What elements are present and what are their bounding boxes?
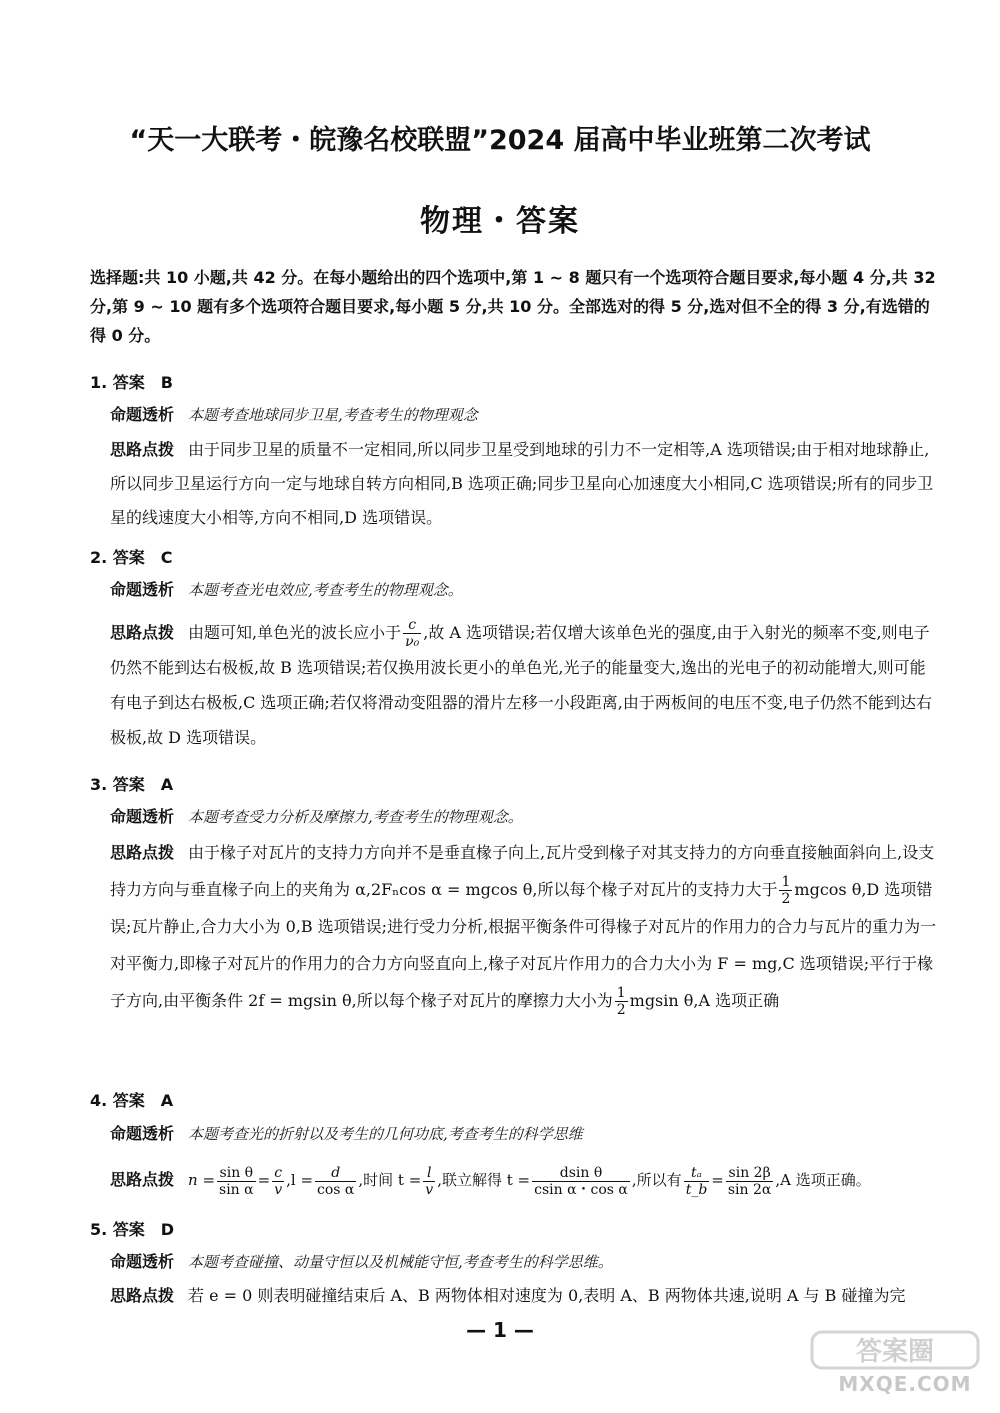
q3-half-fraction: $\frac{1}{2}$ bbox=[781, 874, 791, 907]
q2-answer: 2. 答案 C bbox=[90, 548, 173, 567]
q4-frac-5: $\frac{\text{dsin θ}}{\text{csin α・cos α}}$ bbox=[534, 1164, 628, 1198]
q1-analysis bbox=[110, 400, 940, 430]
analysis-label: 命题透析 bbox=[110, 405, 175, 424]
q3-hint bbox=[110, 834, 940, 1019]
hint-label: 思路点拨 bbox=[110, 843, 175, 862]
q3-half-fraction-2: $\frac{1}{2}$ bbox=[616, 985, 626, 1018]
subject-title: 物理・答案 bbox=[420, 204, 580, 239]
q3-analysis-text: 本题考查受力分析及摩擦力,考查考生的物理观念。 bbox=[188, 808, 523, 826]
q1-hint-text: 由于同步卫星的质量不一定相同,所以同步卫星受到地球的引力不一定相等,A 选项错误;由于相对地球静止,所以同步卫星运行方向一定与地球自转方向相同,B 选项正确;同步卫星向心加速度大小相同,C 选项错误;所有的同步卫星的线速度大小相等,方向不相同,D 选项错误。 bbox=[110, 440, 934, 527]
exam-title: “天一大联考・皖豫名校联盟”2024 届高中毕业班第二次考试 bbox=[129, 125, 871, 156]
q4-frac-1: $\frac{\text{sin θ}}{\text{sin α}}$ bbox=[219, 1164, 254, 1198]
q2-hint bbox=[110, 615, 940, 755]
q4-frac-2: $\frac{c}{v}$ bbox=[274, 1164, 283, 1198]
analysis-label: 命题透析 bbox=[110, 580, 175, 599]
analysis-label: 命题透析 bbox=[110, 1252, 175, 1271]
q5-analysis-text: 本题考查碰撞、动量守恒以及机械能守恒,考查考生的科学思维。 bbox=[188, 1253, 613, 1271]
q3-hint-p3: mgsin θ,A 选项正确 bbox=[629, 991, 780, 1010]
q3-hint-p2: mgcos θ,D 选项错误;瓦片静止,合力大小为 0,B 选项错误;进行受力分析,根据平衡条件可得椽子对瓦片的作用力的合力与瓦片的重力为一对平衡力,即椽子对瓦片的作用力的合力方向竖直向上,椽子对瓦片作用力的合力大小为 F = mg,C 选项错误;平行于椽子方向,由平衡条件 2f = mgsin θ,所以每个椽子对瓦片的摩擦力大小为 bbox=[110, 880, 937, 1010]
watermark-logo bbox=[810, 1328, 980, 1372]
q1-hint bbox=[110, 433, 940, 535]
svg-text:答案圈: 答案圈 bbox=[855, 1337, 935, 1367]
hint-label: 思路点拨 bbox=[110, 1286, 175, 1305]
q4-hint: 思路点拨 n = $\frac{\text{sin θ}}{\text{sin α}}$ = $\frac{c}{v}$ ,l = $\frac{d}{\text{cos α}}$ ,时间 t = $\frac{l}{v}$ ,联立解得 t = $\frac{\text{dsin θ}}{\text{csin α・cos α}}$ ,所以有 $\frac{\text{tₐ}}{t\_b}$ = $\frac{\sin 2\beta}{\sin 2\alpha}$ ,A 选项正确。 bbox=[110, 1164, 871, 1198]
analysis-label: 命题透析 bbox=[110, 807, 175, 826]
q1-answer: 1. 答案 B bbox=[90, 373, 173, 392]
hint-label: 思路点拨 bbox=[110, 1170, 175, 1189]
q5-analysis bbox=[110, 1247, 940, 1277]
section-intro: 选择题:共 10 小题,共 42 分。在每小题给出的四个选项中,第 1 ~ 8 题只有一个选项符合题目要求,每小题 4 分,共 32 分,第 9 ~ 10 题有多个选项符合题目要求,每小题 5 分,共 10 分。全部选对的得 5 分,选对但不全的得 3 分,有选错的得 0 分。 bbox=[90, 268, 936, 345]
q4-frac-3: $\frac{d}{\text{cos α}}$ bbox=[317, 1164, 355, 1198]
q4-frac-6: $\frac{\text{tₐ}}{t\_b}$ bbox=[685, 1164, 708, 1198]
q5-hint bbox=[110, 1281, 940, 1311]
analysis-label: 命题透析 bbox=[110, 1124, 175, 1143]
q2-hint-text-a: 由题可知,单色光的波长应小于 bbox=[188, 623, 402, 642]
q4-frac-4: $\frac{l}{v}$ bbox=[425, 1164, 434, 1198]
q5-answer: 5. 答案 D bbox=[90, 1220, 175, 1239]
q2-analysis-text: 本题考查光电效应,考查考生的物理观念。 bbox=[188, 581, 463, 599]
q3-answer: 3. 答案 A bbox=[90, 775, 174, 794]
q4-analysis-text: 本题考查光的折射以及考生的几何功底,考查考生的科学思维 bbox=[188, 1125, 583, 1143]
q3-hint-p1: 由于椽子对瓦片的支持力方向并不是垂直椽子向上,瓦片受到椽子对其支持力的方向垂直接触面斜向上,设支持力方向与垂直椽子向上的夹角为 α,2Fₙcos α = mgcos θ,所以每个椽子对瓦片的支持力大于 bbox=[110, 843, 935, 899]
q5-hint-text: 若 e = 0 则表明碰撞结束后 A、B 两物体相对速度为 0,表明 A、B 两物体共速,说明 A 与 B 碰撞为完 bbox=[188, 1286, 906, 1305]
q2-hint-text-b: ,故 A 选项错误;若仅增大该单色光的强度,由于入射光的频率不变,则电子仍然不能到达右极板,故 B 选项错误;若仅换用波长更小的单色光,光子的能量变大,逸出的光电子的初动能增大,则可能有电子到达右极板,C 选项正确;若仅将滑动变阻器的滑片左移一小段距离,由于两板间的电压不变,电子仍然不能到达右极板,故 D 选项错误。 bbox=[110, 623, 932, 747]
q2-fraction: $\frac{c}{\text{ν₀}}$ bbox=[405, 617, 420, 650]
page-number: — 1 — bbox=[466, 1318, 534, 1342]
q3-analysis bbox=[110, 802, 940, 832]
q4-frac-7: $\frac{\sin 2\beta}{\sin 2\alpha}$ bbox=[727, 1164, 772, 1198]
hint-label: 思路点拨 bbox=[110, 440, 175, 459]
q1-analysis-text: 本题考查地球同步卫星,考查考生的物理观念 bbox=[188, 406, 478, 424]
q2-analysis bbox=[110, 575, 940, 605]
q4-analysis bbox=[110, 1119, 940, 1149]
q4-answer: 4. 答案 A bbox=[90, 1091, 174, 1110]
hint-label: 思路点拨 bbox=[110, 623, 175, 642]
watermark-url: MXQE.COM bbox=[838, 1372, 972, 1396]
